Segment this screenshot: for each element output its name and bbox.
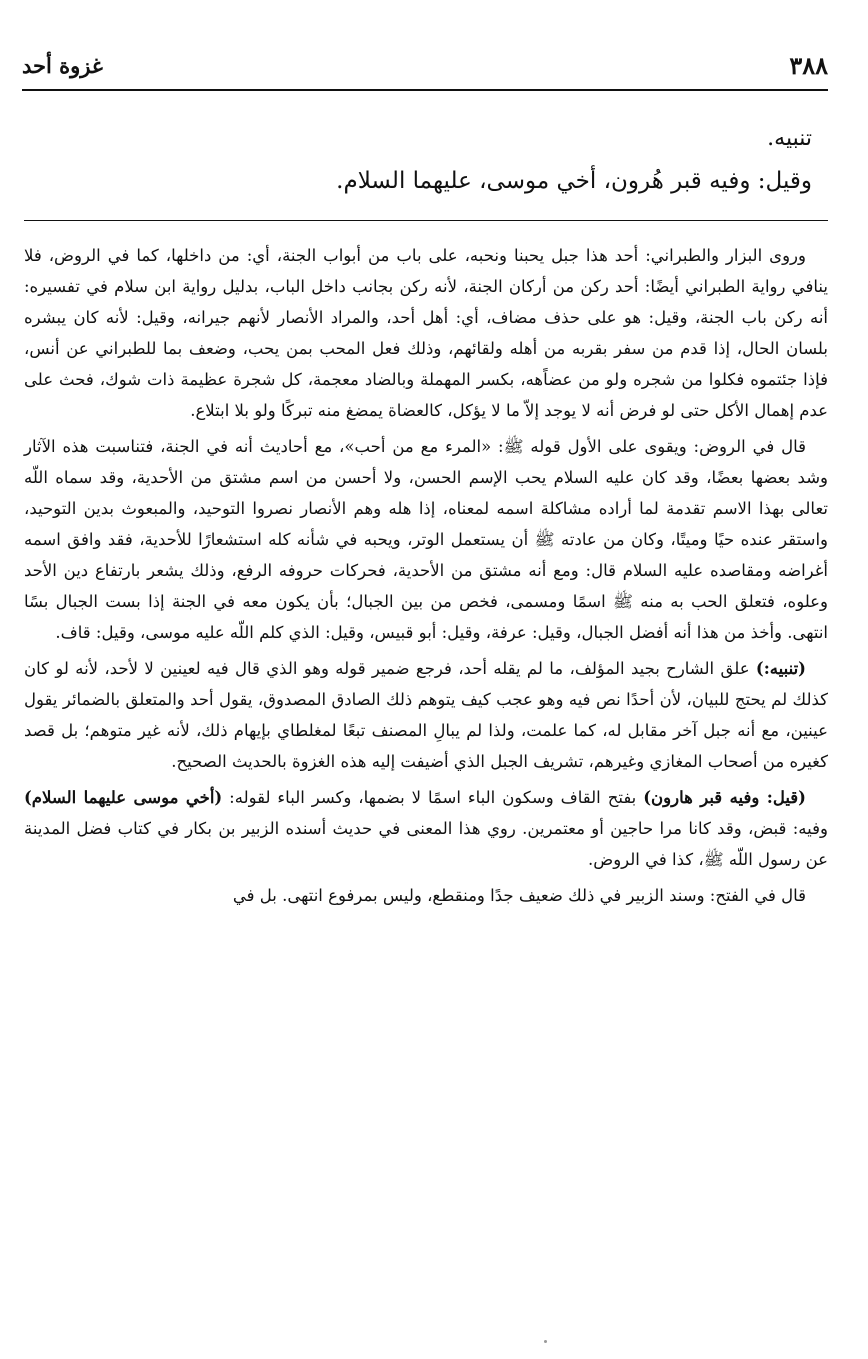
commentary-paragraph: قال في الروض: ويقوى على الأول قوله ﷺ: «المرء مع من أحب»، مع أحاديث أنه في الجنة، فتناسبت هذه الآثار وشد بعضها بعضًا، وقد كان عليه السلام يحب الإسم الحسن، ولا أحسن من اسم مشتق من الأحدية، وقد سماه اللّه تعالى بهذا الاسم تقدمة لما أراده مشاكلة اسمه لمعناه، إذا هله وهم الأنصار نصروا التوحيد، والمبعوث بدين التوحيد، واستقر عنده حيًا وميتًا، وكان من عادته ﷺ أن يستعمل الوتر، ويحبه في شأنه كله استشعارًا للأحدية، فقد وافق اسمه أغراضه ومقاصده عليه السلام قال: ومع أنه مشتق من الأحدية، فحركات حروفه الرفع، وذلك يشعر بارتفاع دين الأحد وعلوه، فتعلق الحب به منه ﷺ اسمًا ومسمى، فخص من بين الجبال؛ بأن يكون معه في الجنة إذا بست الجبال بسًا انتهى. وأخذ من هذا أنه أفضل الجبال، وقيل: عرفة، وقيل: أبو قبيس، وقيل: الذي كلم اللّه عليه موسى، وقيل: قاف. [24, 437, 828, 642]
main-text-line: تنبيه. [767, 126, 812, 151]
commentary-paragraph [24, 782, 828, 875]
header-rule [22, 89, 828, 91]
paragraph-text: وفيه: قبض، وقد كانا مرا حاجين أو معتمرين. روي هذا المعنى في حديث أسنده الزبير بن بكار في كتاب فضل المدينة عن رسول اللّه ﷺ، كذا في الروض. [24, 819, 828, 869]
commentary-paragraph: قال في الفتح: وسند الزبير في ذلك ضعيف جدًا ومنقطع، وليس بمرفوع انتهى. بل في [232, 886, 806, 905]
text-divider [24, 220, 828, 221]
paragraph-text: علق الشارح بجيد المؤلف، ما لم يقله أحد، فرجع ضمير قوله وهو الذي قال فيه لعينين لا لأحد، لأنه لو كان كذلك لم يحتج للبيان، لأن أحدًا نص فيه وهو عجب كيف يتوهم ذلك الصادق المصدوق، يقول أحد والمتعلق بالضمائر يقول عينين، مع أنه جبل آخر مقابل له، كما علمت، ولذا لم يبالِ المصنف تبعًا لمغلطاي بإيهام ذلك، لأنه غير متوهم؛ بل قصد كغيره من أصحاب المغازي وغيرهم، تشريف الجبل الذي أضيفت إليه هذه الغزوة بالحديث الصحيح. [24, 659, 828, 771]
commentary-paragraph [24, 653, 828, 777]
main-text-line: وقيل: وفيه قبر هُرون، أخي موسى، عليهما السلام. [336, 168, 812, 194]
page-header [22, 44, 828, 86]
commentary [24, 240, 828, 916]
lemma-label: (أخي موسى عليهما السلام) [24, 788, 223, 807]
lemma-label: (قيل: وفيه قبر هارون) [643, 788, 806, 807]
lemma-label: (تنبيه:) [755, 659, 806, 678]
paragraph-text: بفتح القاف وسكون الباء اسمًا لا بضمها، وكسر الباء لقوله: [222, 788, 644, 807]
running-title: غزوة أحد [22, 52, 103, 78]
commentary-paragraph: وروى البزار والطبراني: أحد هذا جبل يحبنا ونحبه، على باب من أبواب الجنة، أي: من داخلها، كما في الروض، فلا ينافي رواية الطبراني أيضًا: أحد ركن من أركان الجنة، لأنه ركن بجانب داخل الباب، بدليل رواية ابن سلام في تفسيره: أنه ركن باب الجنة، وقيل: هو على حذف مضاف، أي: أهل أحد، والمراد الأنصار لأنهم جيرانه، وقيل: لأنه كان يبشره بلسان الحال، إذا قدم من سفر بقربه من أهله ولقائهم، وذلك فعل المحب بمن يحب، وضعف بما للطبراني عن أنس، فإذا جئتموه فكلوا من شجره ولو من عضاًهه، بكسر المهملة وبالضاد معجمة، كل شجرة عظيمة ذات شوك، فحث على عدم إهمال الأكل حتى لو فرض أنه لا يوجد إلاّ ما لا يؤكل، كالعضاة يمضغ منه تبركًا ولو بلا ابتلاع. [24, 246, 828, 420]
scan-speck [544, 1340, 547, 1343]
main-text [60, 118, 812, 202]
page-number: ٣٨٨ [789, 50, 828, 80]
